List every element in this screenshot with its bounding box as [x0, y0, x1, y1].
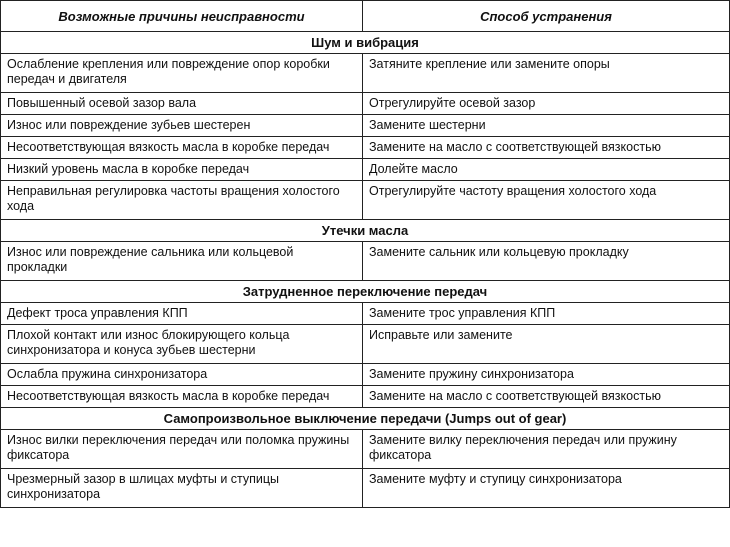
remedy-cell: Затяните крепление или замените опоры: [363, 54, 730, 93]
section-row: [1, 220, 730, 242]
table-row: [1, 364, 730, 386]
remedy-cell: Замените трос управления КПП: [363, 303, 730, 325]
remedy-cell: Замените шестерни: [363, 115, 730, 137]
cause-cell: Чрезмерный зазор в шлицах муфты и ступицы синхронизатора: [1, 469, 363, 508]
table-row: [1, 242, 730, 281]
cause-cell: Ослабление крепления или повреждение опор коробки передач и двигателя: [1, 54, 363, 93]
table-row: [1, 469, 730, 508]
cause-cell: Низкий уровень масла в коробке передач: [1, 159, 363, 181]
section-title: Затрудненное переключение передач: [1, 281, 730, 303]
header-remedy: Способ устранения: [363, 1, 730, 32]
remedy-cell: Исправьте или замените: [363, 325, 730, 364]
table-row: [1, 93, 730, 115]
cause-cell: Несоответствующая вязкость масла в коробке передач: [1, 386, 363, 408]
remedy-cell: Долейте масло: [363, 159, 730, 181]
table-row: [1, 325, 730, 364]
cause-cell: Ослабла пружина синхронизатора: [1, 364, 363, 386]
remedy-cell: Отрегулируйте частоту вращения холостого хода: [363, 181, 730, 220]
remedy-cell: Замените вилку переключения передач или пружину фиксатора: [363, 430, 730, 469]
header-cause: Возможные причины неисправности: [1, 1, 363, 32]
remedy-cell: Замените сальник или кольцевую прокладку: [363, 242, 730, 281]
section-row: [1, 32, 730, 54]
table-row: [1, 54, 730, 93]
remedy-cell: Замените муфту и ступицу синхронизатора: [363, 469, 730, 508]
table-row: [1, 137, 730, 159]
section-title: Самопроизвольное выключение передачи (Jumps out of gear): [1, 408, 730, 430]
section-row: [1, 281, 730, 303]
cause-cell: Износ или повреждение сальника или кольцевой прокладки: [1, 242, 363, 281]
section-title: Утечки масла: [1, 220, 730, 242]
table-row: [1, 181, 730, 220]
cause-cell: Износ или повреждение зубьев шестерен: [1, 115, 363, 137]
table-row: [1, 303, 730, 325]
table-row: [1, 115, 730, 137]
cause-cell: Износ вилки переключения передач или поломка пружины фиксатора: [1, 430, 363, 469]
cause-cell: Неправильная регулировка частоты вращения холостого хода: [1, 181, 363, 220]
table-row: [1, 386, 730, 408]
cause-cell: Несоответствующая вязкость масла в коробке передач: [1, 137, 363, 159]
cause-cell: Дефект троса управления КПП: [1, 303, 363, 325]
table-body: [1, 32, 730, 508]
remedy-cell: Замените пружину синхронизатора: [363, 364, 730, 386]
section-title: Шум и вибрация: [1, 32, 730, 54]
remedy-cell: Замените на масло с соответствующей вязкостью: [363, 137, 730, 159]
table-header: [1, 1, 730, 32]
header-row: [1, 1, 730, 32]
table-row: [1, 159, 730, 181]
cause-cell: Плохой контакт или износ блокирующего кольца синхронизатора и конуса зубьев шестерни: [1, 325, 363, 364]
section-row: [1, 408, 730, 430]
table-row: [1, 430, 730, 469]
remedy-cell: Замените на масло с соответствующей вязкостью: [363, 386, 730, 408]
cause-cell: Повышенный осевой зазор вала: [1, 93, 363, 115]
remedy-cell: Отрегулируйте осевой зазор: [363, 93, 730, 115]
